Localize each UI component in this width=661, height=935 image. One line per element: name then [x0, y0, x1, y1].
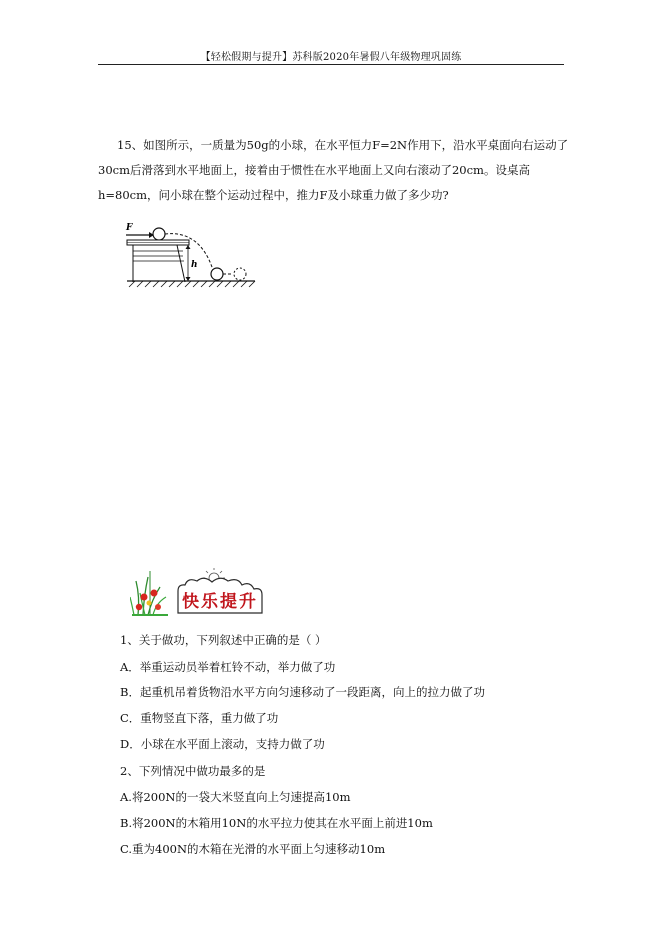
table-ball-figure	[125, 218, 257, 290]
question-1-option-c: C．重物竖直下落，重力做了功	[120, 711, 279, 725]
question-2-stem: 2、下列情况中做功最多的是	[120, 764, 266, 778]
question-2-option-c: C.重为400N的木箱在光滑的水平面上匀速移动10m	[120, 842, 386, 856]
header-rule	[98, 64, 564, 65]
question-2-option-b: B.将200N的木箱用10N的水平拉力使其在水平面上前进10m	[120, 816, 433, 830]
question-1-option-b: B．起重机吊着货物沿水平方向匀速移动了一段距离，向上的拉力做了功	[120, 685, 485, 699]
question-15-text: 15、如图所示，一质量为50g的小球，在水平恒力F=2N作用下，沿水平桌面向右运动了30cm后滑落到水平地面上，接着由于惯性在水平地面上又向右滚动了20cm。设桌高h=80cm，问小球在整个运动过程中，推力F及小球重力做了多少功?	[98, 138, 569, 202]
height-label: h	[191, 260, 198, 270]
force-label: F	[126, 223, 133, 233]
question-2-option-a: A.将200N的一袋大米竖直向上匀速提高10m	[120, 790, 351, 804]
ball-final	[234, 268, 246, 280]
page-header: 【轻松假期与提升】苏科版2020年暑假八年级物理巩固练	[200, 52, 462, 63]
question-1-option-a: A．举重运动员举着杠铃不动，举力做了功	[120, 660, 336, 674]
ball-on-table	[153, 228, 165, 240]
question-1-option-d: D．小球在水平面上滚动，支持力做了功	[120, 737, 325, 751]
question-1-stem: 1、关于做功，下列叙述中正确的是（ ）	[120, 633, 327, 647]
banner-text: 快乐提升	[182, 592, 258, 612]
flower-grass-icon	[130, 571, 168, 616]
ball-landed	[211, 268, 223, 280]
happy-improvement-banner	[130, 567, 295, 617]
